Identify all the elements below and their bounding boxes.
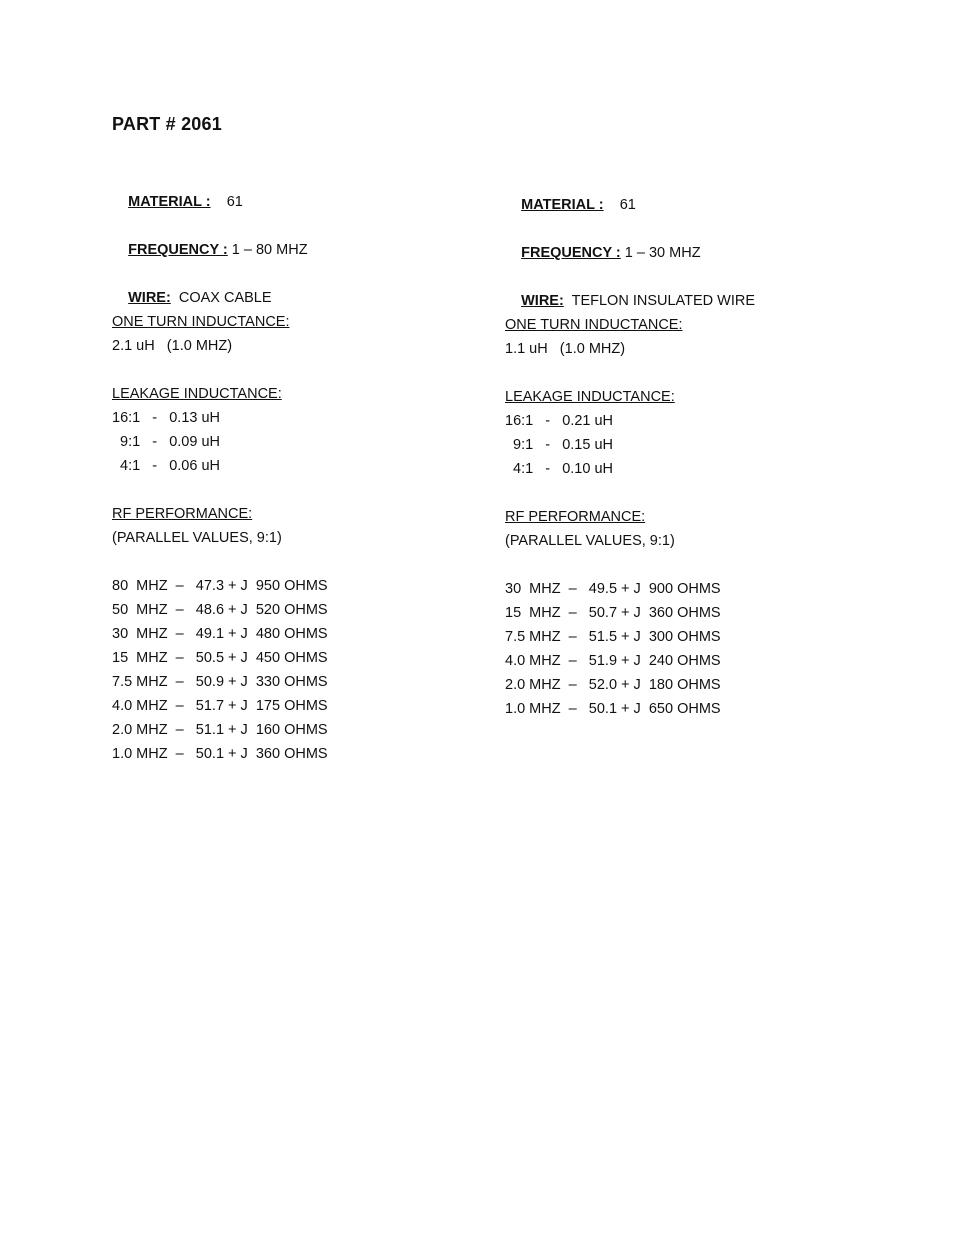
rf-value-row: 30 MHZ – 49.1 + J 480 OHMS <box>112 626 328 642</box>
leakage-row: 16:1 - 0.21 uH <box>505 413 614 429</box>
spec-column-left <box>112 166 492 766</box>
frequency-label: FREQUENCY : <box>128 242 228 258</box>
rf-value-row: 15 MHZ – 50.7 + J 360 OHMS <box>505 605 721 621</box>
leakage-row: 9:1 - 0.09 uH <box>112 434 220 450</box>
rf-value-row: 2.0 MHZ – 51.1 + J 160 OHMS <box>112 722 328 738</box>
material-value: 61 <box>226 194 243 210</box>
rf-value-row: 7.5 MHZ – 51.5 + J 300 OHMS <box>505 629 721 645</box>
rf-value-row: 4.0 MHZ – 51.7 + J 175 OHMS <box>112 698 328 714</box>
leakage-inductance-heading: LEAKAGE INDUCTANCE: <box>505 389 675 405</box>
rf-value-row: 4.0 MHZ – 51.9 + J 240 OHMS <box>505 653 721 669</box>
one-turn-inductance-heading: ONE TURN INDUCTANCE: <box>505 317 683 333</box>
frequency-row <box>112 214 492 258</box>
rf-performance-heading: RF PERFORMANCE: <box>112 506 253 522</box>
frequency-row <box>505 217 885 261</box>
rf-performance-heading: RF PERFORMANCE: <box>505 509 646 525</box>
leakage-inductance-heading: LEAKAGE INDUCTANCE: <box>112 386 282 402</box>
rf-value-row: 80 MHZ – 47.3 + J 950 OHMS <box>112 578 328 594</box>
one-turn-inductance-heading: ONE TURN INDUCTANCE: <box>112 314 290 330</box>
rf-value-row: 2.0 MHZ – 52.0 + J 180 OHMS <box>505 677 721 693</box>
wire-row <box>112 262 492 306</box>
rf-performance-note: (PARALLEL VALUES, 9:1) <box>505 533 675 549</box>
wire-value: TEFLON INSULATED WIRE <box>571 293 756 309</box>
material-row <box>112 166 492 210</box>
rf-value-row: 1.0 MHZ – 50.1 + J 360 OHMS <box>112 746 328 762</box>
leakage-row: 9:1 - 0.15 uH <box>505 437 613 453</box>
wire-label: WIRE: <box>128 290 171 306</box>
leakage-row: 16:1 - 0.13 uH <box>112 410 221 426</box>
leakage-row: 4:1 - 0.10 uH <box>505 461 613 477</box>
material-row <box>505 169 885 213</box>
one-turn-inductance-value: 1.1 uH (1.0 MHZ) <box>505 341 626 357</box>
rf-value-row: 50 MHZ – 48.6 + J 520 OHMS <box>112 602 328 618</box>
rf-value-row: 15 MHZ – 50.5 + J 450 OHMS <box>112 650 328 666</box>
wire-value: COAX CABLE <box>178 290 272 306</box>
leakage-row: 4:1 - 0.06 uH <box>112 458 220 474</box>
frequency-label: FREQUENCY : <box>521 245 621 261</box>
rf-value-row: 1.0 MHZ – 50.1 + J 650 OHMS <box>505 701 721 717</box>
frequency-value: 1 – 30 MHZ <box>624 245 701 261</box>
material-label: MATERIAL : <box>128 194 211 210</box>
one-turn-inductance-value: 2.1 uH (1.0 MHZ) <box>112 338 233 354</box>
spec-column-right <box>505 169 885 721</box>
material-label: MATERIAL : <box>521 197 604 213</box>
material-value: 61 <box>619 197 636 213</box>
wire-label: WIRE: <box>521 293 564 309</box>
rf-value-row: 30 MHZ – 49.5 + J 900 OHMS <box>505 581 721 597</box>
part-title: PART # 2061 <box>112 114 222 134</box>
rf-performance-note: (PARALLEL VALUES, 9:1) <box>112 530 282 546</box>
rf-value-row: 7.5 MHZ – 50.9 + J 330 OHMS <box>112 674 328 690</box>
frequency-value: 1 – 80 MHZ <box>231 242 308 258</box>
wire-row <box>505 265 885 309</box>
